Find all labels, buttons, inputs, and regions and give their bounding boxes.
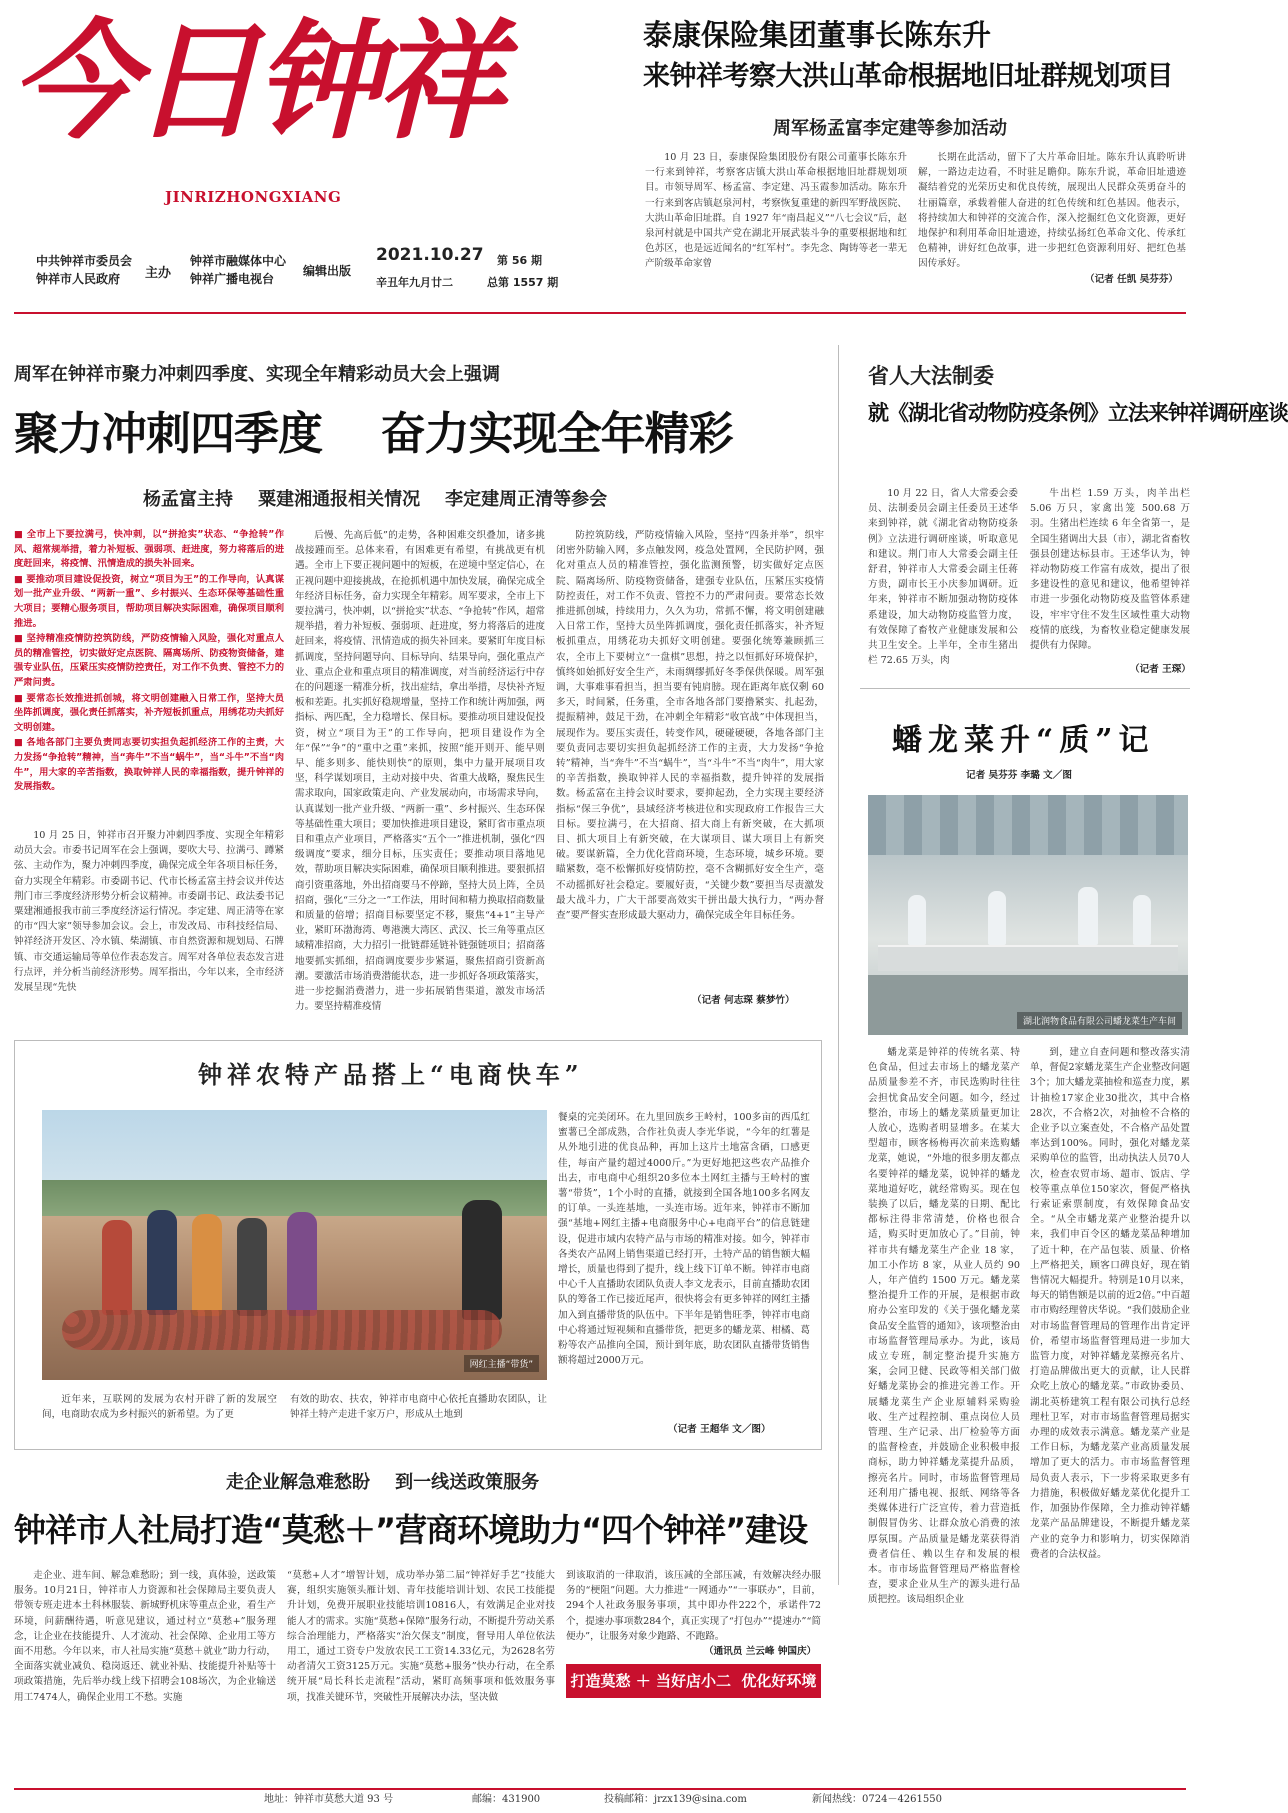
ecommerce-photo <box>42 1110 547 1380</box>
top-story-headline-line2: 来钟祥考察大洪山革命根据地旧址群规划项目 <box>643 61 1173 92</box>
top-story-subhead: 周军杨孟富李定建等参加活动 <box>773 118 1007 139</box>
caiye-headline-text: 蟠龙菜升“质”记 <box>892 723 1155 758</box>
right-kicker: 省人大法制委 <box>868 364 994 388</box>
caiye-byline: 记者 吴芬芬 李璐 文／图 <box>966 770 1072 781</box>
factory-ceiling <box>868 795 1188 855</box>
top-story-headline <box>643 14 1193 98</box>
worker-figure <box>1078 887 1098 945</box>
masthead-pinyin: JINRIZHONGXIANG <box>165 188 342 206</box>
lunar-date: 辛丑年九月廿二 <box>376 276 453 289</box>
masthead-rule <box>14 312 1186 314</box>
caiye-col2: 到，建立自查问题和整改落实清单，督促2家蟠龙菜生产企业整改问题3个；加大蟠龙菜抽检和巡查力度，累计抽检17家企业30批次，其中合格28次，不合格2次，对抽检不合格的企业予以立案查处，不合格产品处置率达到100%。同时，强化对蟠龙菜采购单位的监管，出动执法人员70人次，检查农贸市场、超市、饭店、学校等重点单位150家次，督促严格执行索证索票制度，有效保障食品安全。“从全市蟠龙菜产业整治提升以来，我们申百令区的蟠龙菜品种增加了近十种，在产品包装、质量、价格上严格把关，顾客口碑良好，现在销售情况大幅提升。特别是10月以来，每天的销售额是以前的近2倍。”中百超市市购经理曾庆华说。“我们鼓励企业对市场监督管理局的管理作出肯定评价，希望市场监督管理局进一步加大监管力度，对钟祥蟠龙菜擦亮名片、打造品牌做出更大的贡献，让人民群众吃上放心的蟠龙菜。”市政协委员、湖北英桥建筑工程有限公司执行总经理杜卫军，对市市场监督管理局据实办理的成效表示满意。蟠龙菜产业是工作日标，为蟠龙菜产业高质量发展增加了更大的活力。市市场监督管理局负责人表示，下一步将采取更多有力措施，积极做好蟠龙菜优化提升工作，加强协作保障，全力推动钟祥蟠龙菜产品品牌建设，不断提升蟠龙菜产业的竞争力和影响力，切实保障消费者的合法权益。 <box>1030 1047 1190 1560</box>
right-col1: 10 月 22 日，省人大常委会委员、法制委员会副主任委员王述华来到钟祥，就《湖北省动物防疫条例》立法进行调研座谈，听取意见和建议。荆门市人大常委会副主任舒君，钟祥市人大常委会副主任蒋方贵，副市长王小庆参加调研。近年来，钟祥市不断加强动物防疫体系建设，加大动物防疫监管力度，有效保障了畜牧产业健康发展和公共卫生安全。上半年，全市生猪出栏 72.65 万头，肉 <box>868 488 1018 667</box>
factory-table <box>878 945 1178 971</box>
masthead-title: 今日钟祥 <box>10 7 499 157</box>
publisher-line2: 钟祥广播电视台 <box>190 272 275 286</box>
hr-byline: （通讯员 兰云峰 钟国庆） <box>704 1646 817 1657</box>
right-divider <box>860 688 1190 689</box>
lead-col1: 10 月 25 日，钟祥市召开聚力冲刺四季度、实现全年精彩动员大会。市委书记周军在会上强调，要吹大号、拉满弓、蹲紧弦、主动作为，聚力冲刺四季度，确保完成全年各项目标任务，奋力实现全年精彩。市委副书记、代市长杨孟富主持会议并传达荆门市三季度经济形势分析会议精神。市委副书记、政法委书记粟建湘通报我市前三季度经济运行情况。李定建、周正清等在家的市“四大家”领导参加会议。会上，市发改局、市科技经信局、钟祥经济开发区、冷水镇、柴湖镇、市自然资源和规划局、石牌镇、市交通运输局等单位作表态发言。周军对各单位表态发言进行点评，并分析当前经济形势。周军指出，今年以来，全市经济发展呈现“先快 <box>14 830 284 994</box>
masthead <box>0 0 1200 310</box>
ecommerce-col-right: 餐桌的完美闭环。在九里回族乡王岭村，100多亩的西瓜红蜜薯已全部成熟，合作社负责人李光华说，“今年的红薯是从外地引进的优良品种，再加上这片土地富含硒，口感更佳，每亩产量约超过4000斤。”为更好地把这些农产品推介出去，市电商中心组织20多位本土网红主播与王岭村的蜜薯“带货”，1个小时的直播，就接到全国各地100多名网友的订单。一头连基地，一头连市场。近年来，钟祥市不断加强“基地+网红主播+电商服务中心+电商平台”的信息链建设，促进市域内农特产品与市场的精准对接。如今，钟祥市各类农产品网上销售渠道已经打开，土特产品的销售额大幅增长，质量也得到了提升，线上线下订单不断。钟祥市电商中心千人直播助农团队负责人李文龙表示，目前直播助农团队的筹备工作已接近尾声，很快将会有更多钟祥的网红主播加入到直播带货的队伍中。下半年是销售旺季，钟祥市电商中心将通过短视频和直播带货，把更多的蟠龙菜、柑橘、葛粉等农产品推向全国，预计到年底，助农团队直播带货销售额将超过2000万元。 <box>558 1112 810 1367</box>
ecommerce-col-mid: 有效的助农、扶农，钟祥市电商中心依托直播助农团队，让钟祥土特产走进千家万户，形成从土地到 <box>290 1394 547 1421</box>
issue-number: 第 56 期 <box>497 254 542 267</box>
footer-hotline: 新闻热线：0724－4261550 <box>812 1794 942 1805</box>
sponsor-role: 主办 <box>145 266 172 281</box>
worker-figure <box>988 891 1006 945</box>
top-story-byline: （记者 任凯 吴芬芬） <box>1085 274 1179 285</box>
column-divider <box>838 345 839 1585</box>
footer-email: 投稿邮箱：jrzx139@sina.com <box>604 1794 747 1805</box>
sweet-potato-pile <box>62 1310 502 1350</box>
person-figure <box>462 1200 502 1320</box>
lead-bullet: ■ 各地各部门主要负责同志要切实担负起抓经济工作的主责，大力发扬“争抢转”精神，当“奔牛”不当“蜗牛”，当“斗牛”不当“肉牛”，用大家的辛苦指数，换取钟祥人民的幸福指数，提升钟祥的发展指数。 <box>14 736 284 794</box>
lead-bullets <box>14 528 284 828</box>
hr-slogan-banner: 打造莫愁 ＋ 当好店小二 优化好环境 <box>566 1664 821 1698</box>
publisher-line1: 钟祥市融媒体中心 <box>190 254 287 268</box>
ecommerce-col-left: 近年来，互联网的发展为农村开辟了新的发展空间，电商助农成为乡村振兴的新希望。为了更 <box>42 1394 277 1421</box>
top-story-headline-line1: 泰康保险集团董事长陈东升 <box>643 18 992 52</box>
caiye-col1: 蟠龙菜是钟祥的传统名菜、特色食品，但过去市场上的蟠龙菜产品质量参差不齐，市民选购时往往会担忧食品安全问题。如今，经过整治，市场上的蟠龙菜质量更加让人放心，选购者明显增多。在某大型超市，顾客杨梅再次前来选购蟠龙菜，她说，“外地的很多朋友都点名要钟祥的蟠龙菜，说钟祥的蟠龙菜地道好吃，就经常购买。现在包装换了以后，蟠龙菜的日期、配比都标注得非常清楚，价格也很合适，购买时更加放心了。”目前，钟祥市共有蟠龙菜生产企业 18 家，加工小作坊 8 家，从业人员约 90 人，年产值约 1500 万元。蟠龙菜整治提升工作的开展，是根据市政府办公室印发的《关于强化蟠龙菜食品安全监管的通知》，该项整治由市场监督管理局承办。为此，该局成立专班，制定整治提升实施方案，会同卫健、民政等相关部门做好蟠龙菜协会的推进完善工作。开展蟠龙菜生产企业原辅料采购验收、生产过程控制、重点岗位人员管理、生产记录、出厂检验等方面的监督检查，并鼓励企业积极申报商标，助力钟祥蟠龙菜提升品质，擦亮名片。同时，市场监督管理局还利用广播电视、报纸、网络等各类媒体进行广泛宣传，着力营造抵制假冒伪劣、让群众放心消费的浓厚氛围。产品质量是蟠龙菜获得消费者信任、赖以生存和发展的根本。市市场监督管理局严格监督检查，要求企业从生产的源头进行品质把控。该局组织企业 <box>868 1047 1020 1606</box>
top-story-col1: 10 月 23 日，泰康保险集团股份有限公司董事长陈东升一行来到钟祥，考察客店镇大洪山革命根据地旧址群规划项目。市领导周军、杨孟富、李定建、冯玉霞参加活动。陈东升一行来到客店镇赵泉河村，考察恢复重建的新四军野战医院、大洪山革命旧址群。自 1927 年“南昌起义”“八七会议”后，赵泉河村就是中国共产党在湖北开展武装斗争的重要根据地和红色苏区，也是远近闻名的“红军村”。李先念、陶铸等老一辈无产阶级革命家曾 <box>645 152 907 270</box>
sponsor-line1: 中共钟祥市委员会 <box>36 254 133 268</box>
person-figure <box>237 1218 267 1316</box>
footer-rule <box>14 1788 1186 1790</box>
person-figure <box>287 1212 317 1316</box>
hr-col2: “莫愁+人才”增智计划，成功举办第二届“钟祥好手艺”技能大赛，组织实施领头雁计划、青年技能培训计划、农民工技能提升计划，免费开展职业技能培训10816人，有效满足企业对技能人才的需求。实施“莫愁+保障”服务行动，不断提升劳动关系综合治理能力，严格落实“治欠保支”制度，督导用人单位依法用工，通过工资专户发放农民工工资14.33亿元，为2628名劳动者清欠工资3125万元。实施“莫愁+服务”快办行动，在全系统开展“局长科长走流程”活动，紧盯高频事项和低效服务事项，找准关键环节，突破性开展解决办法，坚决做 <box>287 1570 555 1703</box>
ecommerce-photo-caption: 网红主播“带货” <box>464 1355 539 1372</box>
lead-bullet: ■ 坚持精准疫情防控筑防线，严防疫情输入风险，强化对重点人员的精准管控，切实做好定点医院、隔离场所、防疫物资储备，建强专业队伍，压紧压实疫情防控责任，对工作不负责、管控不力的严肃问责。 <box>14 632 284 690</box>
hr-kicker: 走企业解急难愁盼 到一线送政策服务 <box>226 1472 540 1493</box>
top-story-col2: 长期在此活动，留下了大片革命旧址。陈东升认真聆听讲解，一路边走边看，不时驻足瞻仰。陈东升说，革命旧址遗迹凝结着党的光荣历史和优良传统，展现出人民群众英勇奋斗的壮丽篇章，承载着催人奋进的红色传统和红色基因。他表示，将持续加大和钟祥的交流合作，深入挖掘红色文化资源，更好地保护和利用革命旧址遗迹，持续弘扬红色革命文化、传承红色精神，讲好红色故事，进一步把红色资源利用好、把红色基因传承好。 <box>918 152 1186 270</box>
lead-col3: 防控筑防线，严防疫情输入风险，坚持“四条并举”，织牢闭密外防输入网，多点触发网，疫急处置网，全民防护网，强化对重点人员的精准管控，强化监测预警，切实做好定点医院、隔离场所、防疫物资储备，建强专业队伍，压紧压实疫情防控责任，对工作不负责、管控不力的严肃问责。要常态长效推进抓创城，持续用力，久久为功，常抓不懈，将文明创建融入日常工作，坚持大员坐阵抓调度，强化责任抓落实，补齐短板抓重点，用绣花功夫抓好文明创建。要强化统筹兼顾抓三农，全市上下要树立“一盘棋”思想，持之以恒抓好环境保护，慎终如始抓好安全生产，未雨绸缪抓好冬季保供保暖。周军强调，大事难事看担当，担当要有钝肩膀。现在距离年底仅剩 60 多天，时间紧，任务重，全市各地各部门要撸紧实、扎起劲，提振精神，鼓足干劲，在冲刺全年精彩“收官战”中体现担当，展现作为。要压实责任，转变作风，硬碰硬硬，各地各部门主要负责同志要切实担负起抓经济工作的主责，大力发扬“争抢转”精神，当“奔牛”不当“蜗牛”，当“斗牛”不当“肉牛”，用大家的辛苦指数，换取钟祥人民的幸福指数，提升钟祥的发展指数。杨孟富在主持会议时要求，要抑起劲，全力实现主要经济指标“保三争优”，县域经济考核进位和实现政府工作报告三大目标。要拉满弓，在大招商、招大商上有新突破，在大抓项目、抓大项目上有新突破，在大谋项目、谋大项目上有新突破。要谋新篇，全力优化营商环境，生态环境，城乡环境。要瞄紧数，毫不松懈抓好疫情防控，毫不含糊抓好安全生产，毫不动摇抓好社会稳定。要履好责，“关键少数”要担当尽责激发最大战斗力，广大干部要高效实干拼出最大执行力，“两办督查”要严督实查形成最大驱动力，确保完成全年目标任务。 <box>556 530 824 922</box>
caiye-photo-caption: 湖北润物食品有限公司蟠龙菜生产车间 <box>1017 1012 1182 1029</box>
lead-headline: 聚力冲刺四季度 奋力实现全年精彩 <box>14 407 733 460</box>
person-figure <box>147 1210 177 1315</box>
lead-bullet: ■ 全市上下要拉满弓，快冲刺，以“拼抢实”状态、“争抢转”作风、超常规举措，着力补短板、强弱项、赶进度，努力将落后的进度赶回来，将疫情、汛情造成的损失补回来。 <box>14 528 284 572</box>
lead-col2: 后慢、先高后低”的走势，各种困难交织叠加，诸多挑战接踵而至。总体来看，有困难更有希望，有挑战更有机遇。全市上下要正视问题中的短板，在逆境中坚定信心，在正视问题中迎接挑战，在抢抓机遇中加快发展，确保完成全年经济目标任务，奋力实现全年精彩。周军要求，全市上下要拉满弓，快冲刺，以“拼抢实”状态、“争抢转”作风，超常规举措，着力补短板、强弱项、赶进度，努力将落后的进度赶回来，将疫情、汛情造成的损失补回来。要紧盯年度目标抓调度，坚持问题导向、目标导向、结果导向，强化重点产业、重点企业和重点项目的精准调度，对当前经济运行中存在的问题逐一精准分析，找出症结，拿出举措，尽快补齐短板和差距。扎实抓好稳规增量，坚持工作和统计两加强，两指标、两匹配，全力稳增长、保目标。要推动项目建设促投资，树立“项目为王”的工作导向，把项目建设作为全年“保”“争”的“重中之重”来抓，按照“能开则开、能早则早、能多则多、能快则快”的原则，集中力量开展项目攻坚，科学谋划项目，主动对接中央、省重大战略，聚焦民生需求取向，国家政策走向、产业发展动向，市场需求导向，认真谋划一批产业升级、“两新一重”、乡村振兴、生态环保等基础性重大项目；要加快推进项目建设，紧盯省市重点项目和重点产业项目，严格落实“五个一”推进机制，强化“四级调度”要求，细分目标，压实责任；要推动项目落地见效，帮助项目解决实际困难，确保项目顺利推进。要狠抓招商引资重落地，外出招商要马不停蹄，坚持大员上阵，全员招商，强化“三分之一”工作法，用时间和精力换取招商数量和质量的倍增；招商目标要坚定不移，聚焦“4+1”主导产业，紧盯环渤海湾、粤港澳大湾区、武汉、长三角等重点区域精准招商，大力招引一批链群延链补链强链项目；招商落地要抓实抓细，招商调度要步步紧逼，聚焦招商引资新高潮。要激活市场消费潜能状态，进一步抓好各项政策落实，进一步挖掘消费潜力，进一步拓展销售渠道，激发市场活力。要坚持精准疫情 <box>295 530 545 1013</box>
worker-figure <box>1133 895 1151 945</box>
hr-headline: 钟祥市人社局打造“莫愁＋”营商环境助力“四个钟祥”建设 <box>14 1511 808 1549</box>
total-issue-number: 总第 1557 期 <box>487 276 559 289</box>
caiye-photo <box>868 795 1188 1035</box>
hr-col1: 走企业、进车间、解急难愁盼；到一线，真体验，送政策服务。10月21日，钟祥市人力资源和社会保障局主要负责人带领专班走进本土科林服装、新城野机床等重点企业，看生产环境，问薪酬待遇，听意见建议，通过村立“莫愁+”服务理念，让企业在技能提升、人才流动、社会保障、企业用工等方面不用愁。今年以来，市人社局实施“莫愁＋就业”助力行动，全面落实就业减负、稳岗返还、就业补贴、技能提升补贴等十项政策措施，先后举办线上线下招聘会108场次，为企业输送用工7474人，确保企业用工不愁。实施 <box>14 1570 276 1703</box>
lead-kicker: 周军在钟祥市聚力冲刺四季度、实现全年精彩动员大会上强调 <box>14 364 500 385</box>
person-figure <box>102 1220 132 1315</box>
lead-bullet: ■ 要常态长效推进抓创城，将文明创建融入日常工作，坚持大员坐阵抓调度，强化责任抓落实，补齐短板抓重点，用绣花功夫抓好文明创建。 <box>14 692 284 736</box>
issue-date: 2021.10.27 <box>376 245 484 265</box>
person-figure <box>192 1214 222 1316</box>
right-headline: 就《湖北省动物防疫条例》立法来钟祥调研座谈 <box>868 401 1288 425</box>
right-byline: （记者 王琛） <box>1130 664 1191 675</box>
ecommerce-headline: 钟祥农特产品搭上“电商快车” <box>198 1060 584 1089</box>
lead-subhead: 杨孟富主持 粟建湘通报相关情况 李定建周正清等参会 <box>143 489 608 510</box>
publisher-role: 编辑出版 <box>303 264 352 278</box>
footer-address: 地址：钟祥市莫愁大道 93 号 <box>264 1794 394 1805</box>
sponsor-line2: 钟祥市人民政府 <box>36 272 121 286</box>
footer-postcode: 邮编：431900 <box>472 1794 541 1805</box>
ecommerce-byline: （记者 王超华 文／图） <box>668 1424 771 1435</box>
hr-col3: 到该取消的一律取消，该压减的全部压减，有效解决经办服务的“梗阻”问题。大力推进“一网通办”“一事联办”，目前，294个人社政务服务事项，其中即办件222个，承诺件72个，提速办事项数284个，真正实现了“打包办”“提速办”“简便办”，让服务对象少跑路、不跑路。 <box>566 1570 821 1642</box>
lead-bullet: ■ 要推动项目建设促投资，树立“项目为王”的工作导向，认真谋划一批产业升级、“两新一重”、乡村振兴、生态环保等基础性重大项目；要精心服务项目，帮助项目解决实际困难，确保项目顺利推进。 <box>14 573 284 631</box>
lead-byline: （记者 何志琛 蔡梦竹） <box>692 995 795 1006</box>
worker-figure <box>908 895 926 945</box>
right-col2: 牛出栏 1.59 万头，肉羊出栏 5.06 万只，家禽出笼 500.68 万羽。生猪出栏连续 6 年全省第一，是全国生猪调出大县（市），湖北省畜牧强县创建达标县市。王述华认为，钟祥动物防疫工作富有成效，提出了很多建设性的意见和建议，他希望钟祥市进一步强化动物防疫及监管体系建设，牢牢守住不发生区域性重大动物疫情的底线，为畜牧业稳定健康发展提供有力保障。 <box>1030 488 1190 652</box>
